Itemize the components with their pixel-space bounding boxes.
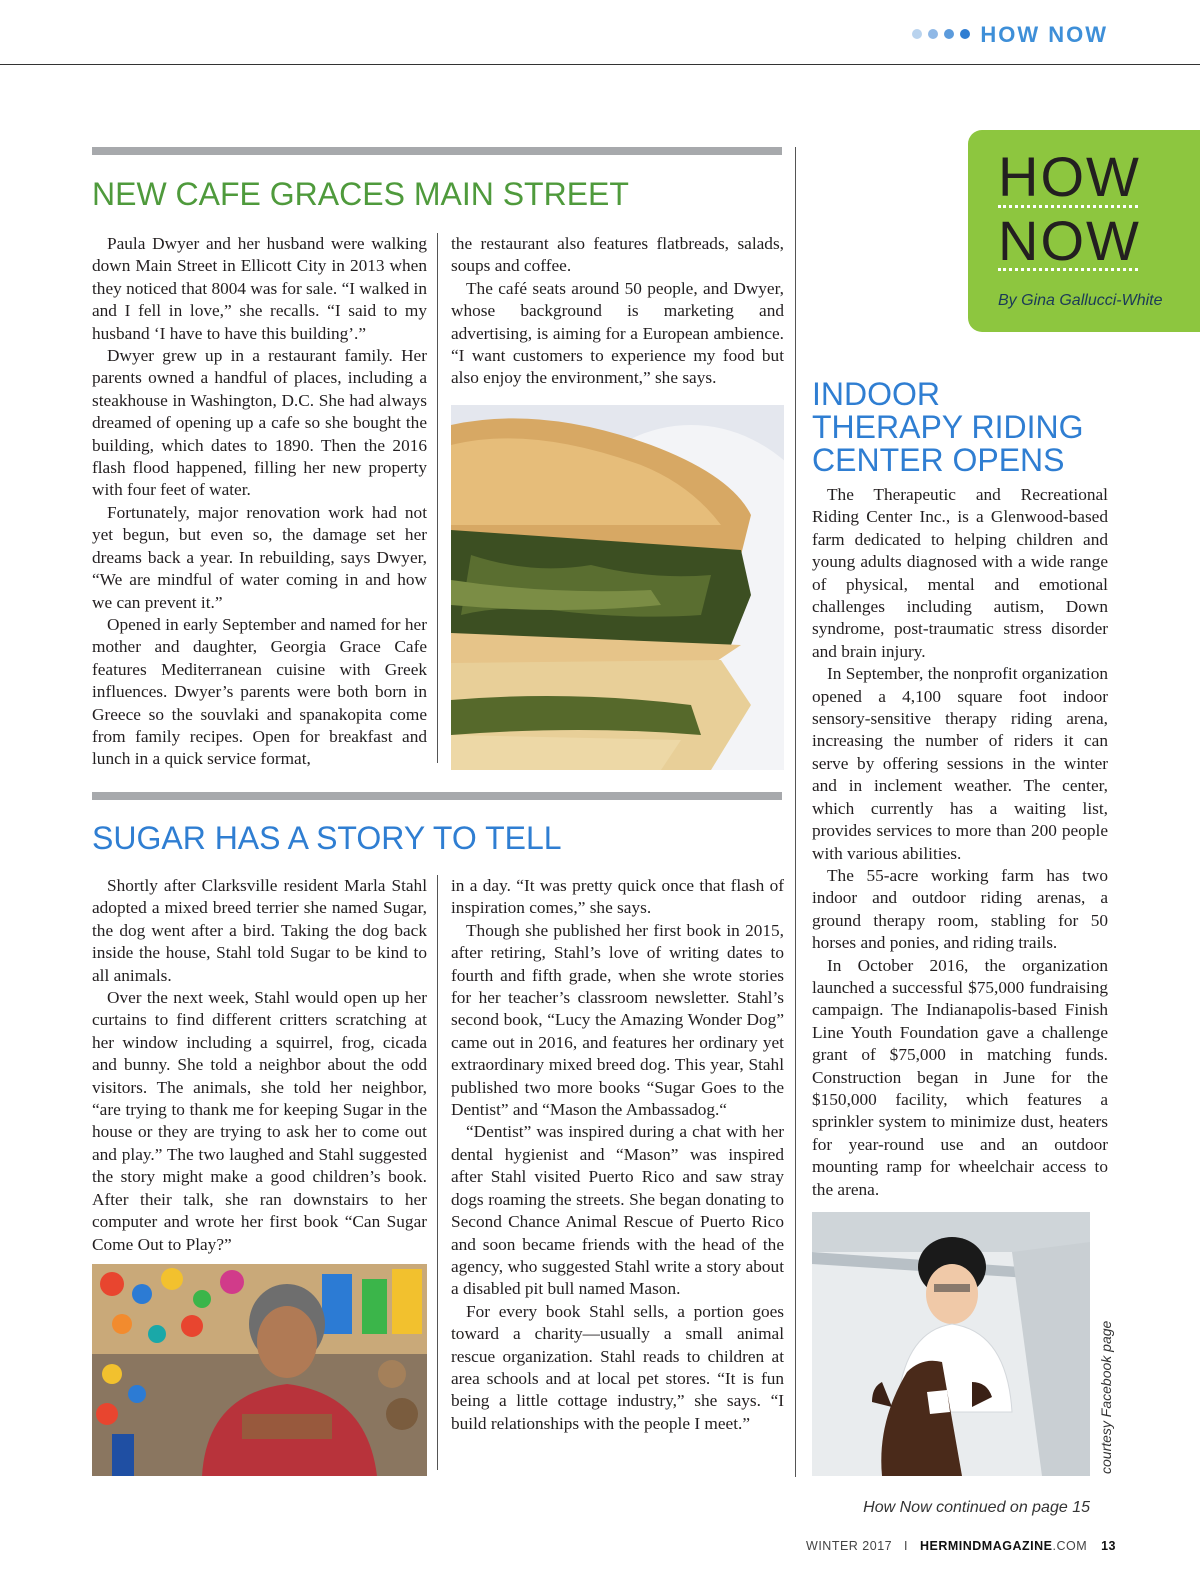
author-in-pet-store-photo bbox=[92, 1264, 427, 1476]
article2-p5: “Dentist” was inspired during a chat with her dental hygienist and “Mason” was inspired after Stahl visited Puerto Rico and saw stray dogs roaming the streets. She began donating to Second Chance Animal Rescue of Puerto Rico and soon became friends with the head of the agency, who suggested Stahl write a story about a disabled pit bull named Mason. bbox=[451, 1122, 784, 1299]
article3-p1: The Therapeutic and Recreational Riding Center Inc., is a Glenwood-based farm dedicated to helping children and young adults diagnosed with a wide range of physical, mental and emotional challenges including autism, Down syndrome, post-traumatic stress disorder and brain injury. bbox=[812, 485, 1108, 661]
article2-col2 bbox=[451, 875, 784, 1435]
section-label: HOW NOW bbox=[980, 22, 1108, 47]
article1-p6: The café seats around 50 people, and Dwyer, whose background is marketing and advertising, is aiming for a European ambience. “I want customers to experience my food but also enjoy the environment,” she says. bbox=[451, 278, 784, 388]
article3-headline-line3: CENTER OPENS bbox=[812, 442, 1065, 478]
footer-separator: I bbox=[904, 1539, 909, 1553]
author-in-pet-store-photo-icon bbox=[92, 1264, 427, 1476]
article3-headline-line2: THERAPY RIDING bbox=[812, 409, 1084, 445]
article1-headline: NEW CAFE GRACES MAIN STREET bbox=[92, 176, 629, 212]
page-header bbox=[0, 0, 1200, 65]
how-now-line1: HOW bbox=[998, 145, 1141, 208]
spanakopita-photo-icon bbox=[451, 405, 784, 770]
dot-4 bbox=[960, 29, 970, 39]
continued-note: How Now continued on page 15 bbox=[863, 1499, 1090, 1516]
article1-p4: Opened in early September and named for her mother and daughter, Georgia Grace Cafe features Mediterranean cuisine with Greek influences. Dwyer’s parents were both born in Greece so the souvlaki and spanakopita come from family recipes. Open for breakfast and lunch in a quick service format, bbox=[92, 614, 427, 769]
article2-headline: SUGAR HAS A STORY TO TELL bbox=[92, 820, 562, 856]
article1-col1 bbox=[92, 233, 427, 771]
footer-issue: WINTER 2017 bbox=[806, 1539, 893, 1553]
article2-p6: For every book Stahl sells, a portion goes toward a charity—usually a small animal rescue organization. Stahl reads to children at area schools and at local pet stores. “It is fun being a little cottage industry,” she says. “I build relationships with the people I meet.” bbox=[451, 1301, 784, 1433]
article1-column-divider bbox=[437, 233, 438, 763]
article3-p4: In October 2016, the organization launched a successful $75,000 fundraising campaign. The Indianapolis-based Finish Line Youth Foundation gave a challenge grant of $75,000 in matching funds. Construction began in June for the $150,000 facility, which features a sprinkler system to minimize dust, heaters for year-round use and an outdoor mounting ramp for wheelchair access to the arena. bbox=[812, 955, 1108, 1199]
header-dots bbox=[912, 29, 970, 39]
article1-p1: Paula Dwyer and her husband were walking down Main Street in Ellicott City in 2013 when they noticed that 8004 was for sale. “I walked in and I fell in love,” she recalls. “I said to my husband ‘I have to have this building’.” bbox=[92, 234, 427, 343]
article3-p2: In September, the nonprofit organization opened a 4,100 square foot indoor sensory-sensitive therapy riding arena, increasing the number of riders it can serve by offering sessions in the winter and in inclement weather. The center, which currently has a waiting list, provides services to more than 200 people with various abilities. bbox=[812, 664, 1108, 863]
article1-p3: Fortunately, major renovation work had not yet begun, but even so, the damage set her dreams back a year. In rebuilding, says Dwyer, “We are mindful of water coming in and how we can prevent it.” bbox=[92, 502, 427, 612]
byline: By Gina Gallucci-White bbox=[998, 292, 1163, 309]
article3-p3: The 55-acre working farm has two indoor and outdoor riding arenas, a ground therapy room, stabling for 50 horses and ponies, and riding trails. bbox=[812, 865, 1108, 953]
article1-col2 bbox=[451, 233, 784, 390]
article2-top-rule bbox=[92, 792, 782, 800]
spanakopita-photo bbox=[451, 405, 784, 770]
article3-headline-line1: INDOOR bbox=[812, 376, 940, 412]
rider-on-horse-photo-icon bbox=[812, 1212, 1090, 1476]
article1-p2: Dwyer grew up in a restaurant family. Her parents owned a handful of places, including a steakhouse in Washington, D.C. She had always dreamed of opening up a cafe so she bought the building, which dates to 1890. Then the 2016 flash flood happened, filling her new property with four feet of water. bbox=[92, 346, 427, 500]
article2-p2: Over the next week, Stahl would open up her curtains to find different critters scratching at her window including a squirrel, frog, cicada and bunny. She told a neighbor about the odd visitors. The animals, she told her neighbor, “are trying to thank me for keeping Sugar in the house or they are trying to ask her to come out and play.” The two laughed and Stahl suggested the story might make a good children’s book. After their talk, she ran downstairs to her computer and wrote her first book “Can Sugar Come Out to Play?” bbox=[92, 988, 427, 1254]
footer-site-bold: HERMIND bbox=[919, 1539, 982, 1553]
footer-site-end: .COM bbox=[1052, 1539, 1088, 1553]
article2-p4: Though she published her first book in 2015, after retiring, Stahl’s love of writing dates to fourth and fifth grade, when she wrote stories for her teacher’s classroom newsletter. Stahl’s second book, “Lucy the Amazing Wonder Dog” came out in 2016, and features her ordinary yet extraordinary mixed breed dog. This year, Stahl published two more books “Sugar Goes to the Dentist” and “Mason the Ambassadog.“ bbox=[451, 920, 784, 1120]
article3-headline bbox=[812, 378, 1083, 477]
article2-col1 bbox=[92, 875, 427, 1256]
page-number: 13 bbox=[1101, 1539, 1116, 1553]
photo-credit: courtesy Facebook page bbox=[1098, 1320, 1114, 1474]
footer-site-mid: MAGAZINE bbox=[981, 1539, 1053, 1553]
article1-p5: the restaurant also features flatbreads, salads, soups and coffee. bbox=[451, 234, 784, 276]
page-footer bbox=[806, 1539, 1116, 1553]
article2-p3: in a day. “It was pretty quick once that flash of inspiration comes,” she says. bbox=[451, 876, 784, 918]
article3-body bbox=[812, 484, 1108, 1201]
dot-2 bbox=[928, 29, 938, 39]
rider-on-horse-photo bbox=[812, 1212, 1090, 1476]
dotted-rule-2 bbox=[998, 268, 1138, 271]
dot-1 bbox=[912, 29, 922, 39]
right-column-divider bbox=[795, 147, 796, 1477]
dot-3 bbox=[944, 29, 954, 39]
article2-p1: Shortly after Clarksville resident Marla Stahl adopted a mixed breed terrier she named Sugar, the dog went after a bird. Taking the dog back inside the house, Stahl told Sugar to be kind to all animals. bbox=[92, 876, 427, 985]
article2-column-divider bbox=[437, 875, 438, 1470]
how-now-line2: NOW bbox=[998, 209, 1141, 272]
article1-top-rule bbox=[92, 147, 782, 155]
